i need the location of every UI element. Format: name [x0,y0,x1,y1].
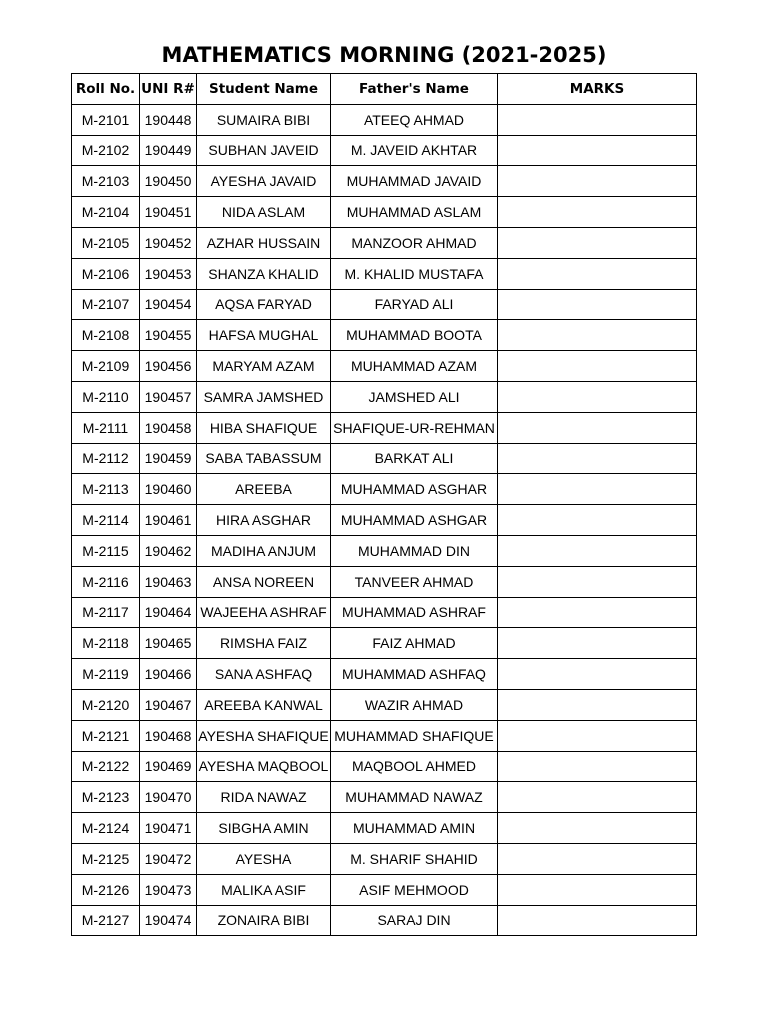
cell-uni-reg: 190457 [140,381,197,412]
cell-student-name: RIDA NAWAZ [197,782,331,813]
table-row [72,474,697,505]
cell-father-name: SARAJ DIN [331,905,498,936]
cell-uni-reg: 190459 [140,443,197,474]
table-row [72,628,697,659]
cell-student-name: MARYAM AZAM [197,351,331,382]
cell-father-name: ASIF MEHMOOD [331,874,498,905]
cell-uni-reg: 190451 [140,197,197,228]
cell-marks[interactable] [498,197,697,228]
cell-roll-no: M-2112 [72,443,140,474]
cell-roll-no: M-2108 [72,320,140,351]
table-row [72,104,697,135]
cell-student-name: HIBA SHAFIQUE [197,412,331,443]
header-roll-no: Roll No. [72,74,140,105]
cell-marks[interactable] [498,659,697,690]
table-row [72,166,697,197]
cell-marks[interactable] [498,412,697,443]
cell-student-name: NIDA ASLAM [197,197,331,228]
cell-student-name: WAJEEHA ASHRAF [197,597,331,628]
cell-uni-reg: 190473 [140,874,197,905]
table-row [72,443,697,474]
table-row [72,320,697,351]
table-row [72,351,697,382]
cell-marks[interactable] [498,843,697,874]
cell-uni-reg: 190455 [140,320,197,351]
cell-marks[interactable] [498,505,697,536]
cell-marks[interactable] [498,351,697,382]
cell-student-name: SANA ASHFAQ [197,659,331,690]
roster-body [72,104,697,936]
cell-student-name: SUMAIRA BIBI [197,104,331,135]
cell-uni-reg: 190464 [140,597,197,628]
cell-uni-reg: 190452 [140,227,197,258]
roster-table [71,73,697,936]
cell-father-name: MANZOOR AHMAD [331,227,498,258]
cell-uni-reg: 190450 [140,166,197,197]
table-row [72,782,697,813]
cell-father-name: SHAFIQUE-UR-REHMAN [331,412,498,443]
cell-father-name: MUHAMMAD DIN [331,535,498,566]
cell-father-name: MUHAMMAD ASGHAR [331,474,498,505]
cell-roll-no: M-2119 [72,659,140,690]
cell-uni-reg: 190449 [140,135,197,166]
cell-marks[interactable] [498,813,697,844]
cell-student-name: AREEBA [197,474,331,505]
cell-father-name: ATEEQ AHMAD [331,104,498,135]
page-title: MATHEMATICS MORNING (2021-2025) [161,43,607,67]
table-row [72,412,697,443]
cell-marks[interactable] [498,104,697,135]
cell-uni-reg: 190472 [140,843,197,874]
table-row [72,843,697,874]
table-row [72,751,697,782]
cell-roll-no: M-2122 [72,751,140,782]
cell-marks[interactable] [498,227,697,258]
cell-student-name: AREEBA KANWAL [197,689,331,720]
header-uni-reg: UNI R# [140,74,197,105]
cell-father-name: MUHAMMAD NAWAZ [331,782,498,813]
table-row [72,597,697,628]
cell-uni-reg: 190471 [140,813,197,844]
cell-uni-reg: 190466 [140,659,197,690]
cell-marks[interactable] [498,320,697,351]
cell-roll-no: M-2106 [72,258,140,289]
cell-marks[interactable] [498,874,697,905]
cell-student-name: AYESHA JAVAID [197,166,331,197]
cell-marks[interactable] [498,566,697,597]
table-row [72,258,697,289]
header-father-name: Father's Name [331,74,498,105]
cell-uni-reg: 190458 [140,412,197,443]
cell-father-name: WAZIR AHMAD [331,689,498,720]
table-row [72,813,697,844]
cell-father-name: FARYAD ALI [331,289,498,320]
header-marks: MARKS [498,74,697,105]
cell-uni-reg: 190465 [140,628,197,659]
cell-marks[interactable] [498,751,697,782]
cell-roll-no: M-2127 [72,905,140,936]
cell-student-name: SABA TABASSUM [197,443,331,474]
cell-uni-reg: 190470 [140,782,197,813]
cell-uni-reg: 190460 [140,474,197,505]
cell-student-name: SAMRA JAMSHED [197,381,331,412]
cell-student-name: HAFSA MUGHAL [197,320,331,351]
cell-marks[interactable] [498,720,697,751]
cell-student-name: HIRA ASGHAR [197,505,331,536]
cell-roll-no: M-2118 [72,628,140,659]
cell-marks[interactable] [498,782,697,813]
cell-student-name: AYESHA SHAFIQUE [197,720,331,751]
cell-father-name: MUHAMMAD ASHGAR [331,505,498,536]
cell-uni-reg: 190474 [140,905,197,936]
cell-uni-reg: 190448 [140,104,197,135]
table-row [72,659,697,690]
cell-marks[interactable] [498,166,697,197]
cell-marks[interactable] [498,443,697,474]
cell-father-name: MUHAMMAD ASLAM [331,197,498,228]
cell-uni-reg: 190468 [140,720,197,751]
cell-father-name: M. KHALID MUSTAFA [331,258,498,289]
table-row [72,227,697,258]
cell-marks[interactable] [498,258,697,289]
cell-student-name: SUBHAN JAVEID [197,135,331,166]
cell-student-name: MALIKA ASIF [197,874,331,905]
table-row [72,905,697,936]
cell-uni-reg: 190463 [140,566,197,597]
table-row [72,135,697,166]
cell-marks[interactable] [498,474,697,505]
cell-father-name: MUHAMMAD SHAFIQUE [331,720,498,751]
cell-roll-no: M-2109 [72,351,140,382]
cell-uni-reg: 190462 [140,535,197,566]
cell-father-name: MAQBOOL AHMED [331,751,498,782]
cell-father-name: MUHAMMAD ASHFAQ [331,659,498,690]
cell-student-name: AYESHA MAQBOOL [197,751,331,782]
cell-roll-no: M-2121 [72,720,140,751]
cell-uni-reg: 190454 [140,289,197,320]
cell-uni-reg: 190467 [140,689,197,720]
cell-student-name: AZHAR HUSSAIN [197,227,331,258]
cell-student-name: ZONAIRA BIBI [197,905,331,936]
header-row [72,74,697,105]
cell-student-name: SHANZA KHALID [197,258,331,289]
cell-uni-reg: 190469 [140,751,197,782]
cell-father-name: MUHAMMAD ASHRAF [331,597,498,628]
cell-roll-no: M-2113 [72,474,140,505]
cell-roll-no: M-2111 [72,412,140,443]
header-student-name: Student Name [197,74,331,105]
cell-roll-no: M-2104 [72,197,140,228]
cell-student-name: AYESHA [197,843,331,874]
cell-marks[interactable] [498,381,697,412]
cell-father-name: BARKAT ALI [331,443,498,474]
cell-father-name: M. JAVEID AKHTAR [331,135,498,166]
cell-roll-no: M-2116 [72,566,140,597]
cell-student-name: MADIHA ANJUM [197,535,331,566]
cell-father-name: MUHAMMAD AZAM [331,351,498,382]
cell-father-name: MUHAMMAD JAVAID [331,166,498,197]
cell-roll-no: M-2105 [72,227,140,258]
cell-father-name: JAMSHED ALI [331,381,498,412]
cell-father-name: TANVEER AHMAD [331,566,498,597]
cell-father-name: MUHAMMAD BOOTA [331,320,498,351]
table-row [72,197,697,228]
table-row [72,535,697,566]
cell-father-name: FAIZ AHMAD [331,628,498,659]
table-row [72,566,697,597]
cell-roll-no: M-2102 [72,135,140,166]
table-row [72,289,697,320]
cell-roll-no: M-2103 [72,166,140,197]
cell-marks[interactable] [498,628,697,659]
cell-marks[interactable] [498,689,697,720]
cell-father-name: MUHAMMAD AMIN [331,813,498,844]
cell-marks[interactable] [498,905,697,936]
cell-student-name: AQSA FARYAD [197,289,331,320]
cell-roll-no: M-2117 [72,597,140,628]
cell-roll-no: M-2125 [72,843,140,874]
cell-student-name: SIBGHA AMIN [197,813,331,844]
cell-uni-reg: 190456 [140,351,197,382]
cell-marks[interactable] [498,597,697,628]
cell-marks[interactable] [498,135,697,166]
cell-father-name: M. SHARIF SHAHID [331,843,498,874]
cell-roll-no: M-2101 [72,104,140,135]
cell-roll-no: M-2126 [72,874,140,905]
cell-roll-no: M-2124 [72,813,140,844]
cell-roll-no: M-2115 [72,535,140,566]
cell-roll-no: M-2114 [72,505,140,536]
table-row [72,381,697,412]
cell-uni-reg: 190453 [140,258,197,289]
cell-roll-no: M-2110 [72,381,140,412]
table-row [72,505,697,536]
table-row [72,689,697,720]
cell-student-name: ANSA NOREEN [197,566,331,597]
cell-uni-reg: 190461 [140,505,197,536]
cell-roll-no: M-2123 [72,782,140,813]
cell-roll-no: M-2120 [72,689,140,720]
table-row [72,874,697,905]
table-row [72,720,697,751]
cell-marks[interactable] [498,535,697,566]
cell-student-name: RIMSHA FAIZ [197,628,331,659]
cell-roll-no: M-2107 [72,289,140,320]
cell-marks[interactable] [498,289,697,320]
